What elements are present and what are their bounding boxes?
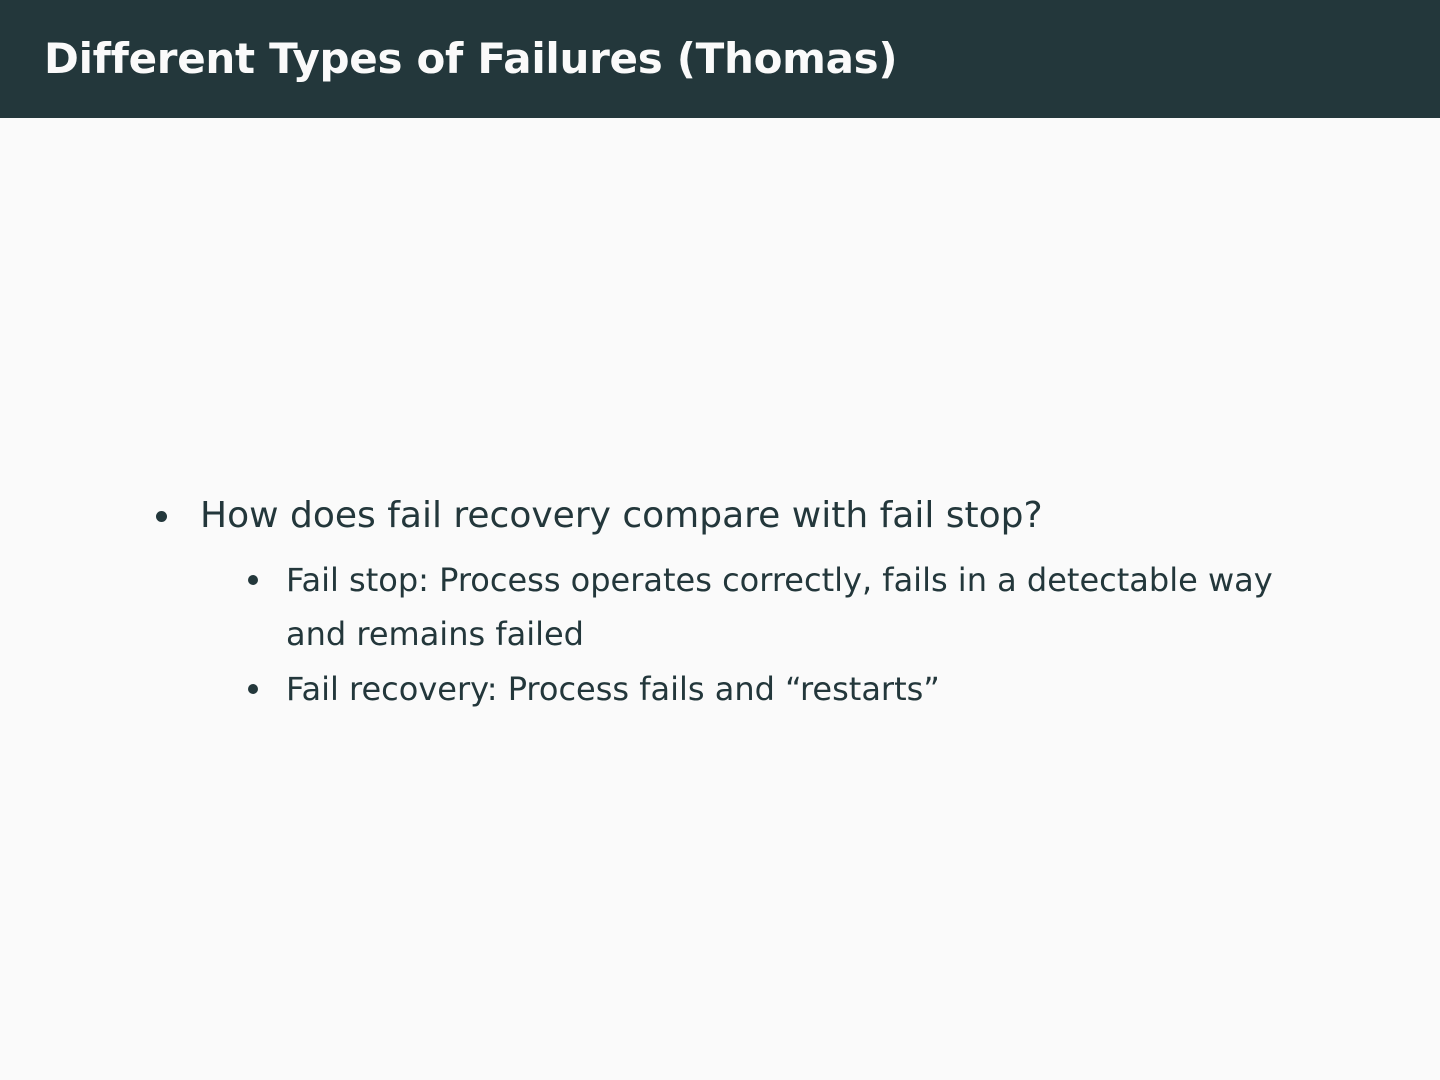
slide-title: Different Types of Failures (Thomas)	[44, 34, 898, 83]
subbullet-item	[248, 662, 1338, 716]
bullet-dot-icon	[156, 511, 167, 522]
slide-body	[0, 118, 1440, 1080]
bullet-dot-icon	[248, 684, 258, 694]
bullet-dot-icon	[248, 575, 258, 585]
bullet-text: How does fail recovery compare with fail stop?	[200, 495, 1043, 536]
subbullet-text: Fail stop: Process operates correctly, fails in a detectable way and remains failed	[286, 561, 1273, 653]
slide-header	[0, 0, 1440, 118]
subbullet-text: Fail recovery: Process fails and “restarts”	[286, 670, 940, 708]
bullet-item	[156, 491, 1043, 541]
subbullet-item	[248, 553, 1338, 661]
